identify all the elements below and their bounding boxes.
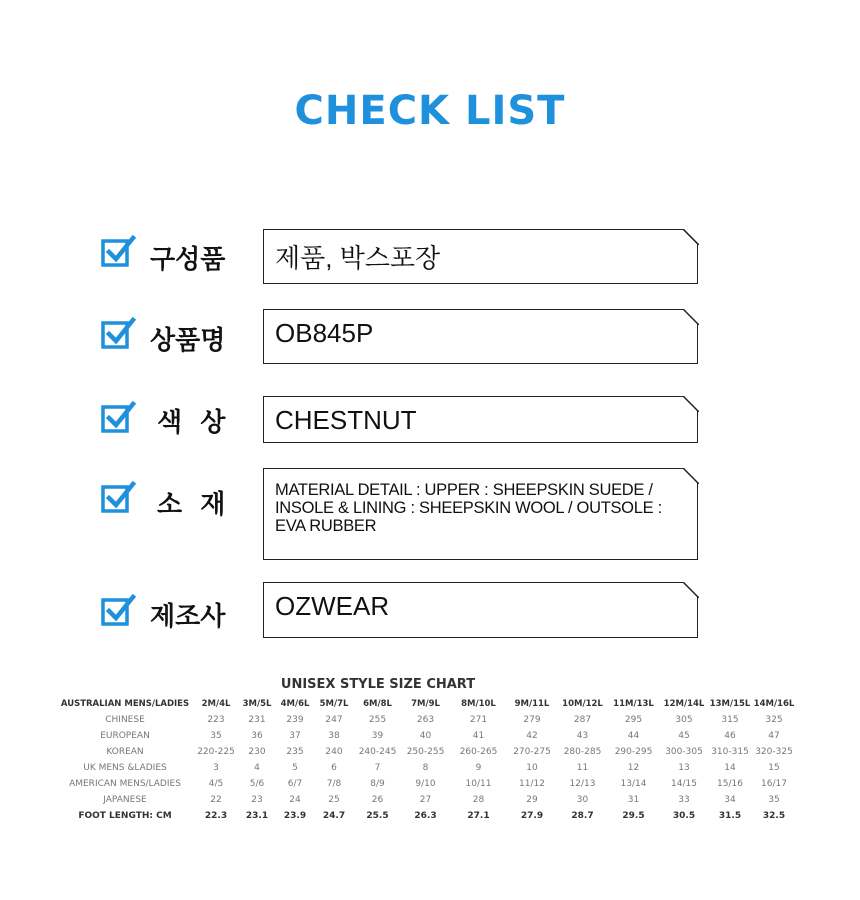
size-chart-cell: 260-265: [459, 747, 498, 757]
size-chart-cell: 5: [292, 763, 298, 773]
size-chart-row-label: EUROPEAN: [100, 731, 150, 741]
checklist-label: 구성품: [150, 245, 226, 275]
size-chart-cell: 42: [526, 731, 538, 741]
size-chart-column-header: 10M/12L: [562, 699, 603, 709]
checklist-label: 소 재: [157, 490, 226, 520]
size-chart-column-header: 13M/15L: [709, 699, 751, 709]
checkbox-check-icon: [101, 234, 137, 270]
size-chart-cell: 28.7: [571, 811, 594, 821]
checklist-value-box: [263, 229, 698, 284]
size-chart-row: [55, 808, 796, 824]
size-chart-cell: 41: [472, 731, 485, 741]
folded-corner-icon: [683, 229, 699, 245]
size-chart-column-header: 5M/7L: [319, 699, 349, 709]
size-chart-cell: 28: [472, 795, 485, 805]
size-chart-cell: 14/15: [671, 779, 697, 789]
size-chart-cell: 4: [254, 763, 260, 773]
size-chart-cell: 8: [422, 763, 429, 773]
checklist-value: MATERIAL DETAIL : UPPER : SHEEPSKIN SUEDE / INSOLE & LINING : SHEEPSKIN WOOL / OUTSOLE : EVA RUBBER: [275, 481, 662, 535]
size-chart-cell: 44: [627, 731, 640, 741]
size-chart-cell: 43: [576, 731, 589, 741]
size-chart-cell: 46: [724, 731, 736, 741]
size-chart-cell: 47: [768, 731, 780, 741]
size-chart-cell: 24.7: [322, 811, 346, 821]
size-chart-cell: 300-305: [665, 747, 703, 757]
size-chart-cell: 29.5: [622, 811, 645, 821]
size-chart-cell: 310-315: [711, 747, 749, 757]
size-chart-cell: 12/13: [569, 779, 596, 789]
size-chart-row-label: JAPANESE: [103, 795, 147, 805]
size-chart-row: [55, 776, 796, 792]
size-chart-cell: 23.1: [245, 811, 269, 821]
folded-corner-icon: [683, 582, 699, 598]
size-chart-cell: 247: [325, 715, 343, 725]
size-chart-cell: 305: [675, 715, 693, 725]
size-chart-column-header: 14M/16L: [753, 699, 795, 709]
checklist-value-box: [263, 468, 698, 560]
size-chart-cell: 32.5: [762, 811, 786, 821]
size-chart-cell: 13: [678, 763, 690, 773]
size-chart-row: [55, 728, 796, 744]
size-chart-cell: 13/14: [620, 779, 647, 789]
size-chart-cell: 9: [475, 763, 482, 773]
size-chart-cell: 22: [210, 795, 222, 805]
size-chart-cell: 23.9: [283, 811, 307, 821]
size-chart-cell: 255: [368, 715, 387, 725]
size-chart-cell: 45: [678, 731, 690, 741]
size-chart-header-row: [55, 696, 796, 712]
size-chart-column-header: 11M/13L: [613, 699, 654, 709]
size-chart-cell: 35: [768, 795, 780, 805]
size-chart-cell: 15: [768, 763, 780, 773]
size-chart-cell: 325: [765, 715, 783, 725]
size-chart-cell: 8/9: [370, 779, 385, 789]
size-chart-cell: 33: [678, 795, 690, 805]
size-chart-row: [55, 712, 796, 728]
size-chart-cell: 6: [331, 763, 337, 773]
size-chart-cell: 223: [207, 715, 225, 725]
checklist-value: OB845P: [275, 318, 374, 348]
size-chart-cell: 29: [526, 795, 538, 805]
size-chart-row-label: CHINESE: [105, 715, 145, 725]
checklist-label: 제조사: [150, 602, 226, 632]
size-chart-cell: 10: [526, 763, 538, 773]
size-chart-cell: 231: [248, 715, 266, 725]
size-chart-row: [55, 760, 796, 776]
size-chart-column-header: 7M/9L: [411, 699, 440, 709]
checklist-value-box: [263, 309, 698, 364]
size-chart-cell: 37: [289, 731, 301, 741]
size-chart-cell: 315: [721, 715, 739, 725]
size-chart-cell: 31.5: [718, 811, 742, 821]
size-chart-column-header: 9M/11L: [514, 699, 550, 709]
size-chart-cell: 16/17: [761, 779, 787, 789]
size-chart-column-header: 6M/8L: [363, 699, 392, 709]
size-chart-cell: 280-285: [563, 747, 602, 757]
size-chart-cell: 27: [419, 795, 432, 805]
size-chart-cell: 11/12: [519, 779, 545, 789]
size-chart-cell: 27.9: [520, 811, 544, 821]
size-chart-cell: 5/6: [249, 779, 265, 789]
size-chart-table: [55, 696, 796, 824]
size-chart-cell: 240: [325, 747, 343, 757]
size-chart-cell: 6/7: [287, 779, 303, 789]
size-chart-cell: 35: [210, 731, 222, 741]
size-chart-column-header: 12M/14L: [663, 699, 705, 709]
size-chart-cell: 12: [627, 763, 640, 773]
size-chart-cell: 290-295: [614, 747, 653, 757]
checklist-value-box: [263, 582, 698, 638]
folded-corner-icon: [683, 309, 699, 325]
size-chart-cell: 320-325: [755, 747, 793, 757]
size-chart-row: [55, 792, 796, 808]
page-title: CHECK LIST: [294, 88, 566, 134]
size-chart-column-header: 8M/10L: [461, 699, 496, 709]
size-chart-column-header: 3M/5L: [242, 699, 272, 709]
size-chart-row-label: UK MENS &LADIES: [83, 763, 167, 773]
size-chart-cell: 27.1: [467, 811, 490, 821]
size-chart-cell: 25: [328, 795, 340, 805]
size-chart-row-label: AMERICAN MENS/LADIES: [69, 779, 181, 789]
size-chart-row-label: KOREAN: [106, 747, 144, 757]
size-chart-cell: 10/11: [465, 779, 492, 789]
size-chart-cell: 9/10: [415, 779, 436, 789]
size-chart-cell: 235: [286, 747, 304, 757]
size-chart-row: [55, 744, 796, 760]
checklist-value-box: [263, 396, 698, 443]
size-chart-cell: 240-245: [358, 747, 397, 757]
size-chart-cell: 39: [371, 731, 384, 741]
size-chart-cell: 31: [627, 795, 640, 805]
size-chart-cell: 14: [724, 763, 736, 773]
size-chart-cell: 40: [419, 731, 432, 741]
checklist-label: 상품명: [150, 326, 226, 356]
size-chart-cell: 239: [286, 715, 304, 725]
size-chart-cell: 15/16: [717, 779, 743, 789]
size-chart-cell: 4/5: [208, 779, 224, 789]
folded-corner-icon: [683, 468, 699, 484]
size-chart-cell: 26: [371, 795, 384, 805]
checklist-value: 제품, 박스포장: [275, 243, 441, 273]
size-chart-cell: 3: [213, 763, 219, 773]
checkbox-check-icon: [101, 400, 137, 436]
checkbox-check-icon: [101, 593, 137, 629]
size-chart-cell: 220-225: [197, 747, 235, 757]
size-chart-cell: 25.5: [366, 811, 389, 821]
size-chart-cell: 30.5: [672, 811, 696, 821]
checklist-value: CHESTNUT: [275, 405, 417, 435]
checklist-label: 색 상: [157, 408, 226, 438]
size-chart-cell: 250-255: [406, 747, 445, 757]
size-chart-title: UNISEX STYLE SIZE CHART: [280, 677, 476, 692]
size-chart-row-label: FOOT LENGTH: CM: [78, 811, 172, 821]
size-chart-cell: 7: [374, 763, 381, 773]
size-chart-cell: 22.3: [204, 811, 228, 821]
size-chart-column-header: 4M/6L: [280, 699, 310, 709]
size-chart-cell: 271: [469, 715, 488, 725]
size-chart-column-header: 2M/4L: [201, 699, 231, 709]
checkbox-check-icon: [101, 316, 137, 352]
size-chart-cell: 26.3: [414, 811, 437, 821]
checklist-value: OZWEAR: [275, 591, 390, 621]
size-chart-cell: 23: [251, 795, 263, 805]
size-chart-row-header: AUSTRALIAN MENS/LADIES: [60, 699, 190, 709]
size-chart-cell: 30: [576, 795, 589, 805]
size-chart-cell: 279: [523, 715, 541, 725]
size-chart-cell: 36: [251, 731, 263, 741]
size-chart-cell: 230: [248, 747, 266, 757]
folded-corner-icon: [683, 396, 699, 412]
size-chart-cell: 7/8: [326, 779, 342, 789]
size-chart-cell: 24: [289, 795, 301, 805]
size-chart-cell: 34: [724, 795, 736, 805]
size-chart-cell: 270-275: [513, 747, 551, 757]
size-chart-cell: 11: [576, 763, 589, 773]
size-chart-cell: 287: [573, 715, 592, 725]
size-chart-cell: 295: [624, 715, 643, 725]
size-chart-cell: 38: [328, 731, 340, 741]
size-chart-cell: 263: [416, 715, 435, 725]
checkbox-check-icon: [101, 480, 137, 516]
